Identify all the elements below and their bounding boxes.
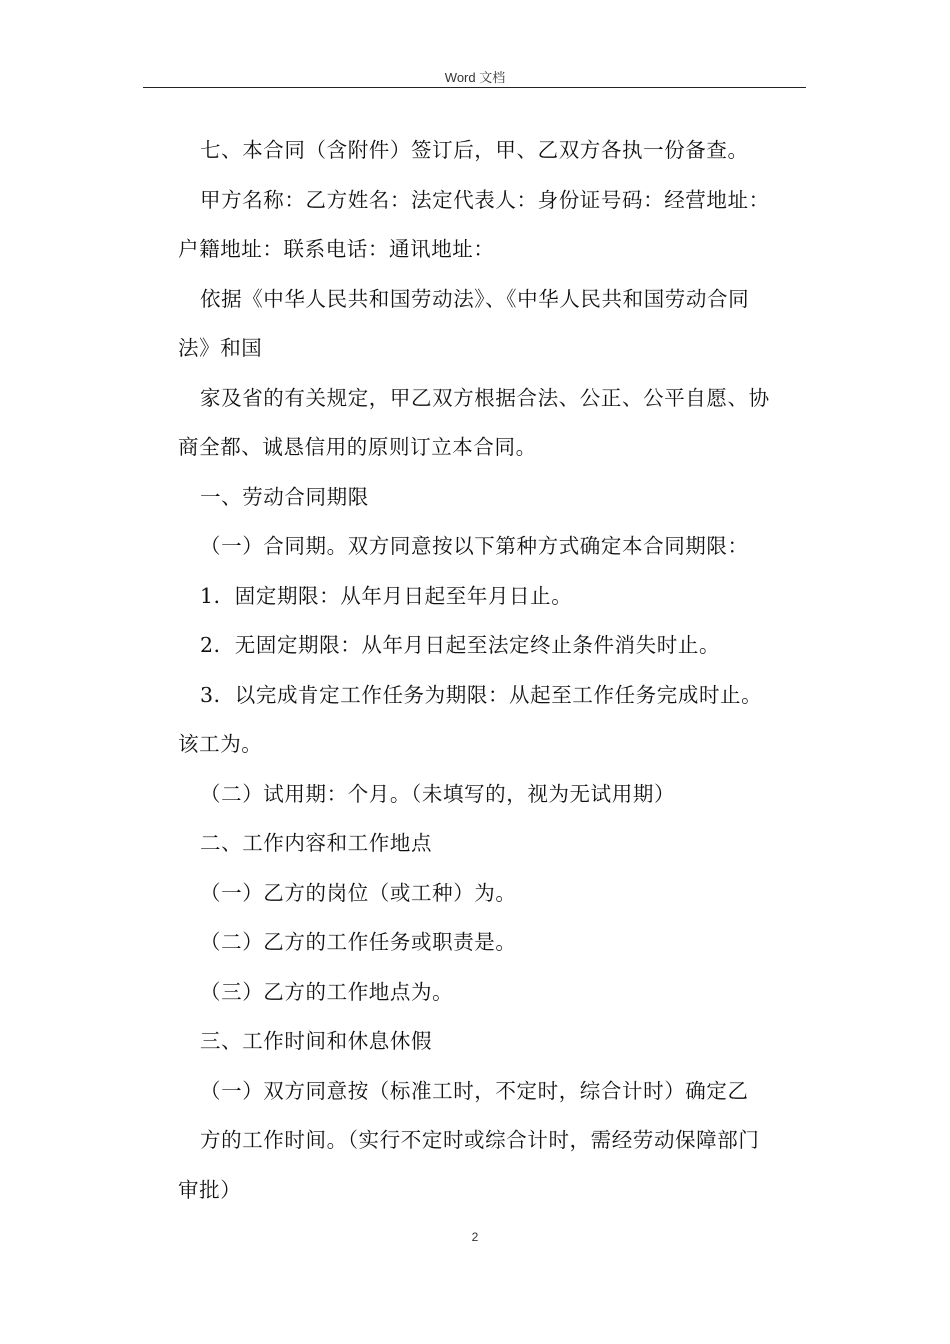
paragraph-line: 法》和国: [178, 336, 263, 360]
paragraph-line: 甲方名称：乙方姓名：法定代表人：身份证号码：经营地址：: [200, 187, 770, 212]
section-heading: 二、工作内容和工作地点: [200, 831, 433, 855]
paragraph-line: 七、本合同（含附件）签订后，甲、乙双方各执一份备查。: [200, 138, 749, 162]
paragraph-line: 依据《中华人民共和国劳动法》、《中华人民共和国劳动合同: [200, 286, 750, 311]
paragraph-line: （一）合同期。双方同意按以下第种方式确定本合同期限：: [200, 534, 749, 558]
paragraph-line: 户籍地址：联系电话：通讯地址：: [178, 237, 495, 261]
paragraph-line: （一）乙方的岗位（或工种）为。: [200, 880, 517, 905]
section-heading: 三、工作时间和休息休假: [200, 1029, 433, 1053]
document-body: [178, 126, 806, 1215]
header-divider: [143, 87, 806, 88]
section-heading: 一、劳动合同期限: [200, 484, 369, 509]
paragraph-line: （一）双方同意按（标准工时，不定时，综合计时）确定乙: [200, 1078, 749, 1103]
list-item: 2．无固定期限：从年月日起至法定终止条件消失时止。: [200, 633, 721, 657]
page-header-title: Word 文档: [444, 70, 506, 85]
paragraph-line: （二）乙方的工作任务或职责是。: [200, 930, 517, 954]
page-number: 2: [471, 1230, 479, 1244]
paragraph-line: 审批）: [178, 1177, 242, 1202]
paragraph-line: 该工为。: [178, 732, 263, 756]
paragraph-line: （三）乙方的工作地点为。: [200, 979, 454, 1004]
list-item: 1．固定期限：从年月日起至年月日止。: [200, 583, 573, 608]
list-item: 3．以完成肯定工作任务为期限：从起至工作任务完成时止。: [200, 682, 763, 707]
paragraph-line: 家及省的有关规定，甲乙双方根据合法、公正、公平自愿、协: [200, 385, 770, 410]
paragraph-line: 方的工作时间。（实行不定时或综合计时，需经劳动保障部门: [200, 1128, 760, 1152]
paragraph-line: 商全都、诚恳信用的原则订立本合同。: [178, 435, 537, 459]
paragraph-line: （二）试用期：个月。（未填写的，视为无试用期）: [200, 781, 676, 806]
